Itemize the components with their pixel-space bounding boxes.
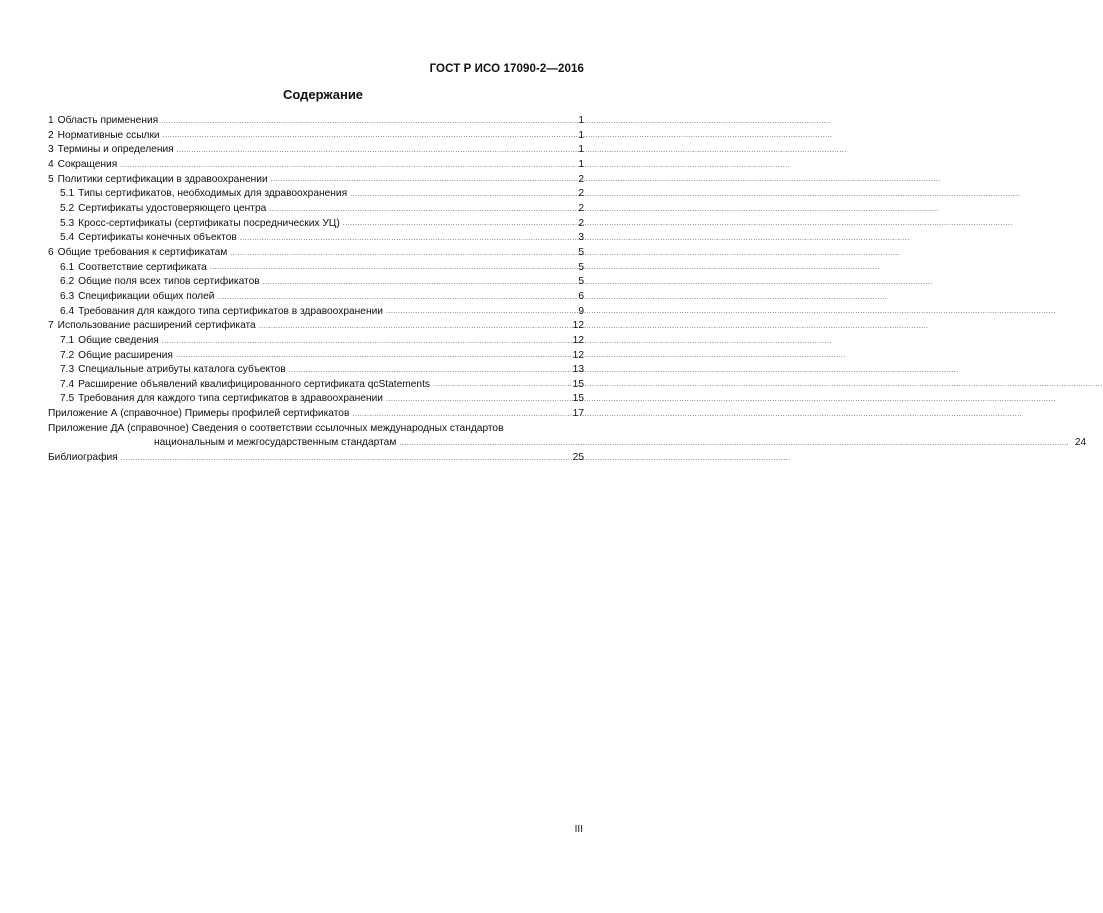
toc-entry-label: Типы сертификатов, необходимых для здравоохранения	[78, 188, 348, 200]
toc-leader-dots	[271, 173, 567, 187]
toc-entry-page: 12	[572, 334, 584, 346]
toc-entry-text	[48, 173, 268, 188]
toc-entry[interactable]	[48, 217, 584, 232]
toc-entry-page: 15	[572, 393, 584, 405]
toc-entry[interactable]	[48, 319, 584, 334]
toc-entry-text	[60, 305, 383, 320]
toc-entry-line-1: Приложение ДА (справочное) Сведения о соответствии ссылочных международных стандартов	[48, 422, 504, 434]
toc-entry-label: Использование расширений сертификата	[57, 320, 256, 332]
toc-leader-dots	[230, 247, 567, 261]
toc-leader-dots	[433, 378, 567, 392]
toc-leader-dots	[240, 232, 567, 246]
toc-entry-text	[60, 392, 383, 407]
toc-leader-dots	[289, 364, 567, 378]
toc-entry-number: 1	[48, 115, 54, 126]
toc-entry[interactable]	[48, 290, 584, 305]
toc-entry[interactable]	[48, 334, 584, 349]
toc-entry-appendix-da[interactable]	[48, 422, 1087, 451]
toc-entry-page: 2	[578, 202, 584, 214]
toc-entry[interactable]	[48, 378, 584, 393]
toc-entry-number: 4	[48, 158, 54, 170]
toc-entry[interactable]	[48, 305, 584, 320]
toc-entry-page: 1	[578, 115, 584, 126]
toc-entry-number: 7.4	[60, 378, 75, 390]
toc-entry-label: Кросс-сертификаты (сертификаты посреднических УЦ)	[78, 217, 340, 229]
toc-entry-page: 25	[572, 452, 584, 464]
toc-entry-number: 6	[48, 246, 54, 258]
toc-entry-text	[60, 202, 266, 217]
toc-entry-label: Общие требования к сертификатам	[57, 246, 228, 258]
toc-entry-number: 6.2	[60, 276, 75, 288]
toc-entry-page: 13	[572, 364, 584, 376]
toc-leader-dots	[162, 335, 567, 349]
toc-entry-label: Расширение объявлений квалифицированного сертификата qcStatements	[78, 378, 431, 390]
toc-entry-number: 7.1	[60, 334, 75, 346]
toc-entry-label: Библиография	[48, 452, 118, 464]
toc-entry-number: 6.4	[60, 305, 75, 317]
toc-entry-text	[60, 349, 173, 364]
toc-entry-number: 6.1	[60, 261, 75, 273]
toc-entry-number: 7.2	[60, 349, 75, 361]
toc-entry-page: 15	[572, 378, 584, 390]
toc-leader-dots	[352, 408, 567, 422]
toc-entry[interactable]	[48, 246, 584, 261]
toc-entry-page: 3	[578, 232, 584, 244]
toc-entry-text	[48, 114, 158, 129]
toc-entry-number: 5.2	[60, 202, 75, 214]
toc-entry[interactable]	[48, 158, 584, 173]
toc-entry-text	[48, 246, 227, 261]
toc-leader-dots	[120, 159, 567, 173]
toc-entry-page: 24	[1074, 437, 1087, 449]
toc-entry-page: 2	[578, 217, 584, 229]
toc-leader-dots	[386, 305, 567, 319]
toc-entry-text	[60, 187, 347, 202]
toc-entry-label: Соответствие сертификата	[78, 261, 207, 273]
toc-list	[48, 114, 584, 422]
toc-entry-page: 12	[572, 349, 584, 361]
toc-entry-number: 5	[48, 173, 54, 185]
toc-entry-label: Сертификаты конечных объектов	[78, 232, 237, 244]
toc-entry-number: 7	[48, 320, 54, 332]
toc-entry-text	[60, 363, 286, 378]
toc-entry-bibliography[interactable]	[48, 451, 584, 466]
toc-entry-label: Область применения	[57, 115, 159, 126]
toc-entry-page: 1	[578, 144, 584, 156]
toc-entry-number: 5.1	[60, 188, 75, 200]
toc-entry-text	[60, 217, 340, 232]
toc-leader-dots	[350, 188, 567, 202]
toc-entry-text	[60, 378, 430, 393]
toc-entry-page: 9	[578, 305, 584, 317]
toc-leader-dots	[176, 349, 567, 363]
toc-entry-text	[48, 129, 160, 144]
toc-entry-number: 2	[48, 129, 54, 141]
toc-entry-label: Приложение А (справочное) Примеры профилей сертификатов	[48, 408, 350, 420]
toc-entry-label: Общие сведения	[78, 334, 159, 346]
toc-entry-page: 5	[578, 246, 584, 258]
toc-entry-label: Термины и определения	[57, 144, 174, 156]
toc-entry[interactable]	[48, 392, 584, 407]
toc-leader-dots	[259, 320, 567, 334]
toc-entry-number: 5.4	[60, 232, 75, 244]
toc-leader-dots	[177, 144, 567, 158]
toc-entry-page: 5	[578, 276, 584, 288]
toc-leader-dots	[399, 437, 1069, 451]
toc-entry-label: Спецификации общих полей	[78, 290, 215, 302]
toc-entry-text	[48, 407, 349, 422]
toc-entry-label: Сертификаты удостоверяющего центра	[78, 202, 267, 214]
toc-entry-text	[48, 422, 1086, 451]
toc-leader-dots	[343, 217, 567, 231]
toc-entry-text	[60, 231, 237, 246]
toc-entry-text	[48, 143, 174, 158]
toc-entry-page: 6	[578, 290, 584, 302]
toc-entry-page: 1	[578, 158, 584, 170]
toc-entry-text	[48, 158, 117, 173]
toc-entry-page: 1	[578, 129, 584, 141]
toc-entry[interactable]	[48, 231, 584, 246]
toc-entry-page: 2	[578, 188, 584, 200]
toc-entry[interactable]	[48, 275, 584, 290]
toc-entry-text	[48, 319, 256, 334]
toc-entry[interactable]	[48, 114, 584, 129]
toc-entry[interactable]	[48, 173, 584, 188]
toc-entry-page: 2	[578, 173, 584, 185]
page-number: III	[574, 824, 583, 835]
toc-entry-number: 7.5	[60, 393, 75, 405]
toc-entry-page: 5	[578, 261, 584, 273]
toc-entry-page: 17	[572, 408, 584, 420]
toc-entry-line-2	[48, 436, 1086, 451]
toc-entry-label: Политики сертификации в здравоохранении	[57, 173, 268, 185]
toc-entry-label: Общие расширения	[78, 349, 173, 361]
toc-entry[interactable]	[48, 363, 584, 378]
toc-entry-text	[60, 261, 207, 276]
toc-entry-number: 5.3	[60, 217, 75, 229]
toc-entry-label: национальным и межгосударственным стандартам	[154, 437, 397, 449]
toc-entry[interactable]	[48, 349, 584, 364]
toc-entry-label: Специальные атрибуты каталога субъектов	[78, 364, 286, 376]
table-of-contents	[48, 114, 1087, 466]
page-title: Содержание	[282, 87, 364, 102]
toc-entry[interactable]	[48, 202, 584, 217]
toc-entry[interactable]	[48, 261, 584, 276]
toc-leader-dots	[210, 261, 567, 275]
standard-designation: ГОСТ Р ИСО 17090-2—2016	[429, 63, 584, 75]
toc-entry[interactable]	[48, 129, 584, 144]
toc-entry-text	[60, 334, 159, 349]
toc-entry[interactable]	[48, 187, 584, 202]
toc-entry-number: 6.3	[60, 290, 75, 302]
toc-entry-text	[60, 275, 260, 290]
toc-entry-page: 12	[572, 320, 584, 332]
toc-leader-dots	[386, 393, 567, 407]
toc-entry-text	[60, 290, 214, 305]
toc-entry-label: Общие поля всех типов сертификатов	[78, 276, 260, 288]
toc-entry-label: Требования для каждого типа сертификатов в здравоохранении	[78, 393, 383, 405]
toc-leader-dots	[269, 203, 567, 217]
toc-entry-label: Сокращения	[57, 158, 118, 170]
toc-leader-dots	[121, 452, 567, 466]
toc-entry-number: 3	[48, 144, 54, 156]
toc-entry[interactable]	[48, 407, 584, 422]
toc-leader-dots	[217, 291, 567, 305]
toc-entry-label: Нормативные ссылки	[57, 129, 160, 141]
toc-entry[interactable]	[48, 143, 584, 158]
toc-entry-number: 7.3	[60, 364, 75, 376]
toc-leader-dots	[161, 115, 567, 129]
toc-entry-label: Требования для каждого типа сертификатов в здравоохранении	[78, 305, 383, 317]
toc-leader-dots	[163, 129, 567, 143]
toc-leader-dots	[263, 276, 567, 290]
